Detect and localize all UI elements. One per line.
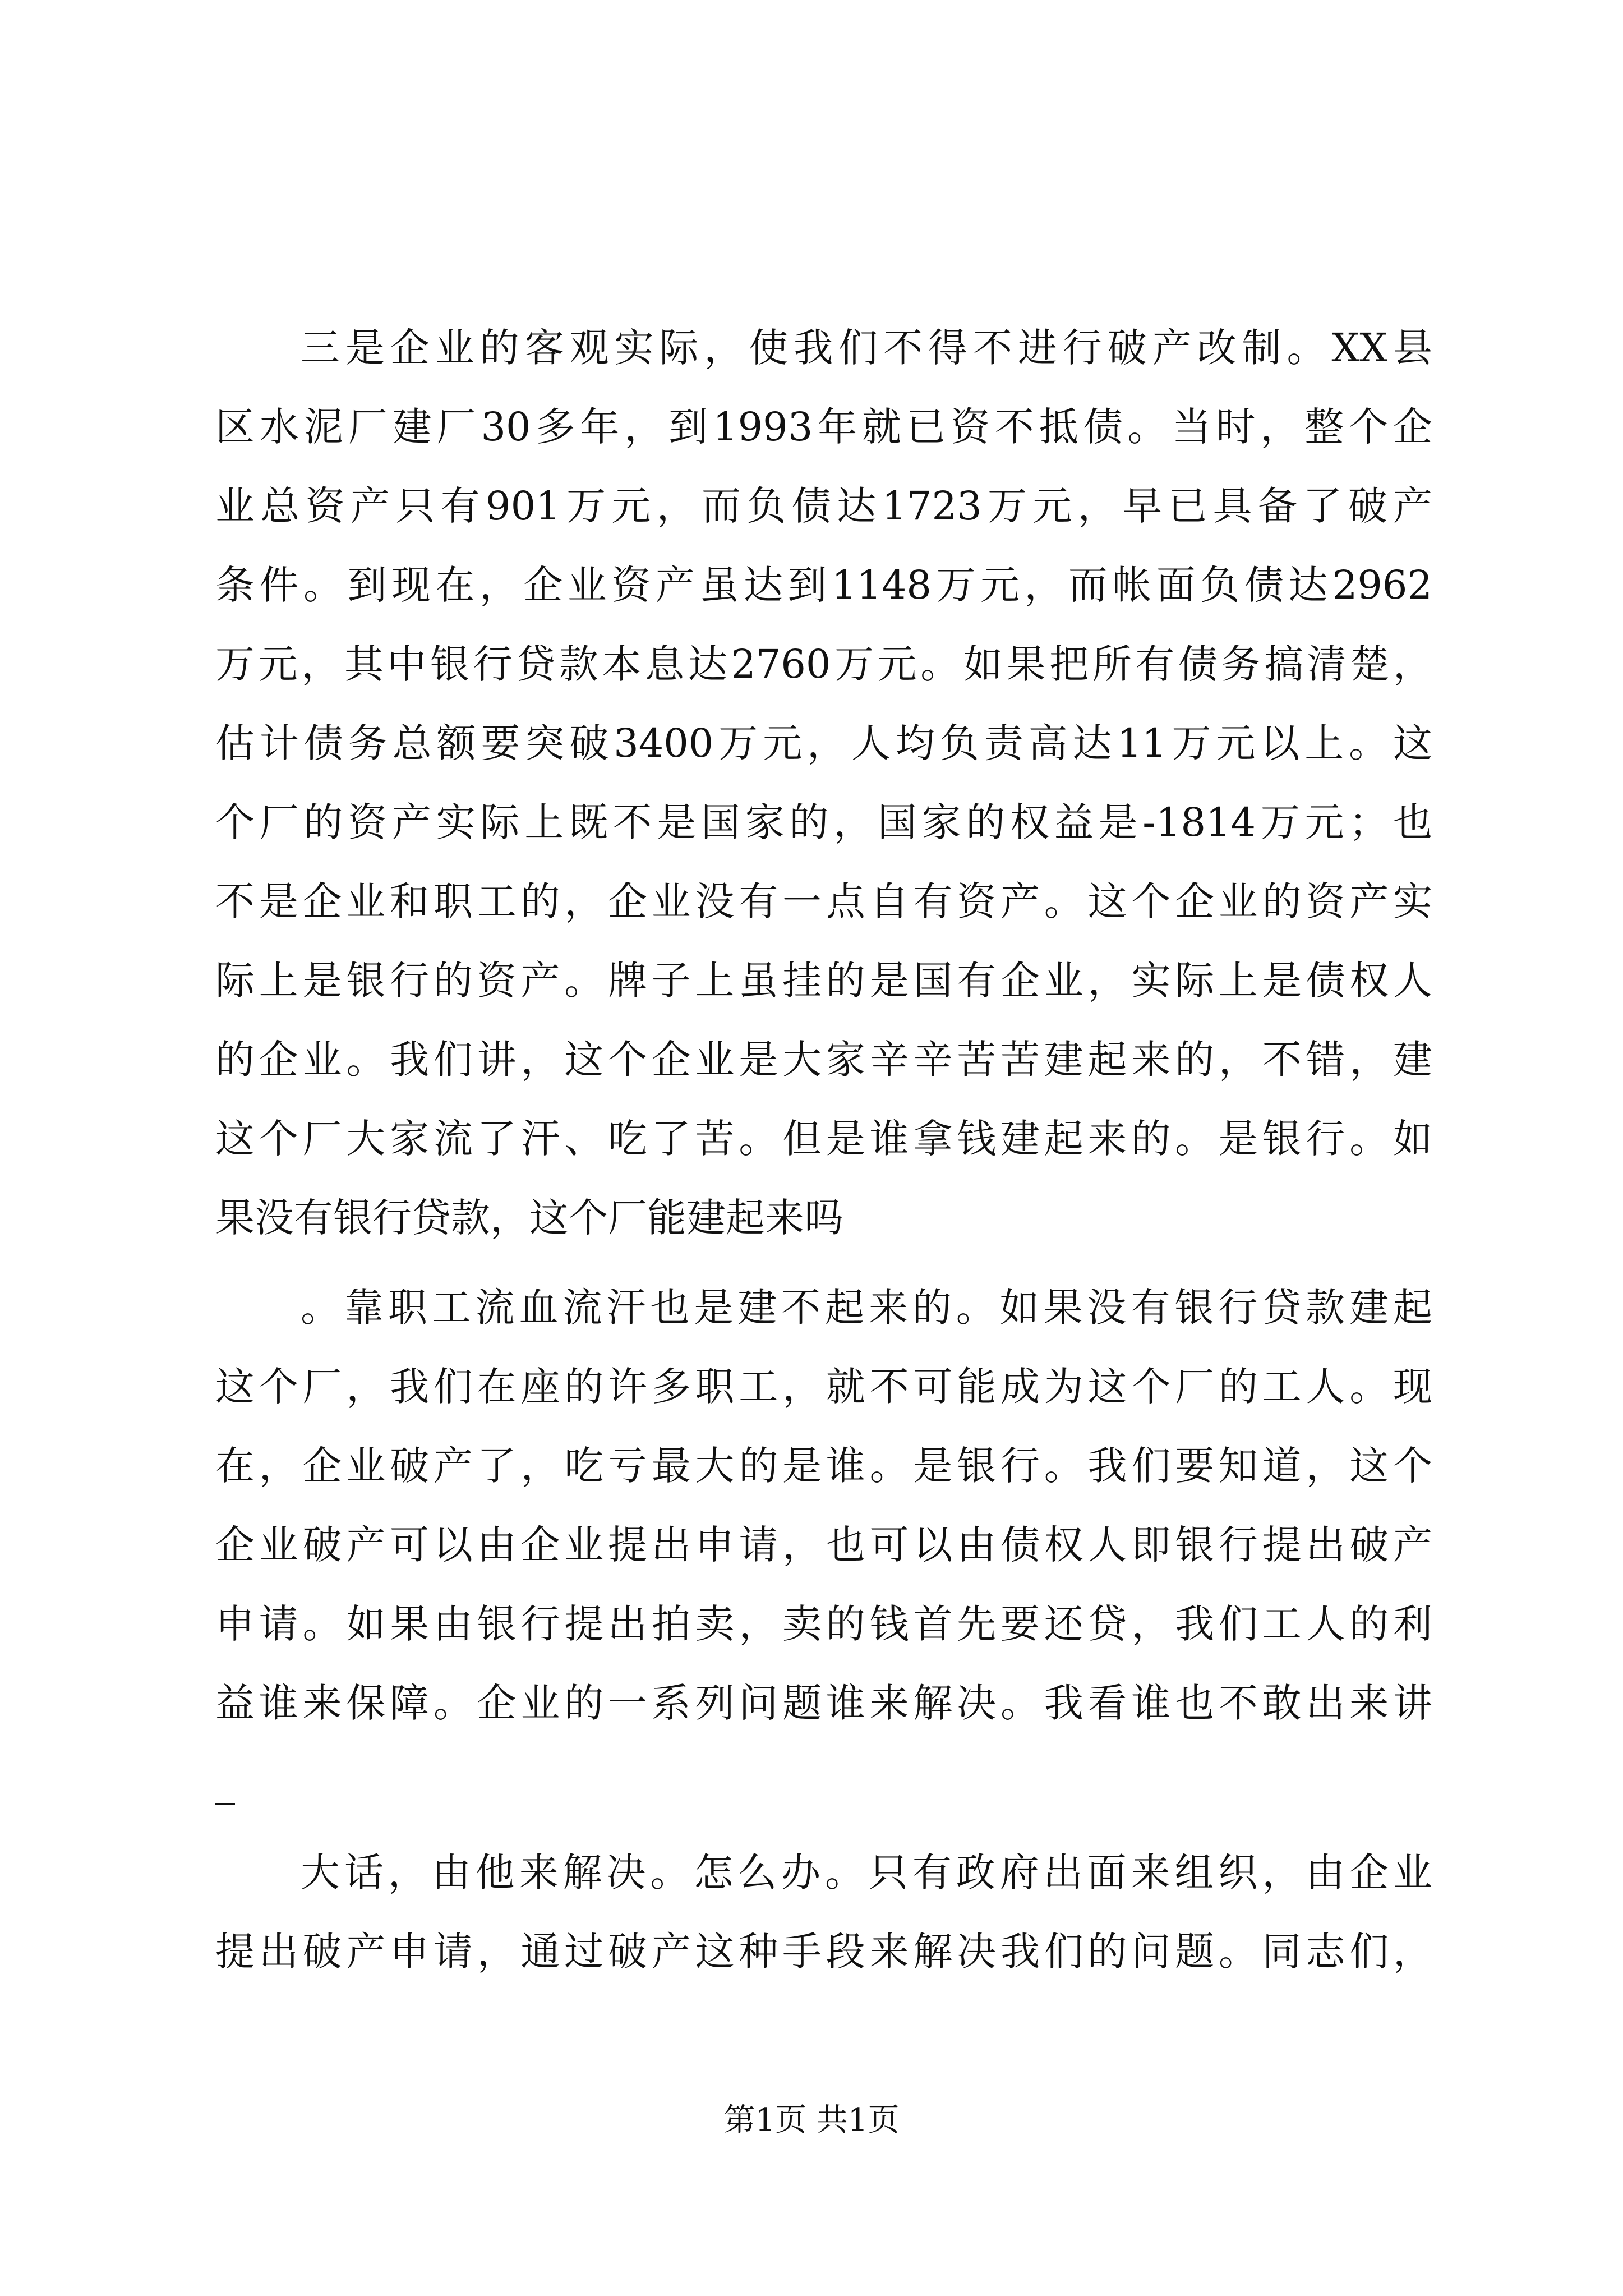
paragraph-line: 不是企业和职工的，企业没有一点自有资产。这个企业的资产实 (215, 878, 1432, 924)
page-footer: 第1页 共1页 (723, 2102, 900, 2138)
paragraph-line: 际上是银行的资产。牌子上虽挂的是国有企业，实际上是债权人 (215, 958, 1432, 1004)
paragraph-line: 在，企业破产了，吃亏最大的是谁。是银行。我们要知道，这个 (215, 1443, 1432, 1489)
paragraph-line: 区水泥厂建厂30多年，到1993年就已资不抵债。当时，整个企 (215, 404, 1432, 450)
paragraph-line: 三是企业的客观实际，使我们不得不进行破产改制。XX县 (301, 325, 1432, 371)
paragraph-line: 提出破产申请，通过破产这种手段来解决我们的问题。同志们， (215, 1929, 1432, 1975)
paragraph-line: 这个厂，我们在座的许多职工，就不可能成为这个厂的工人。现 (215, 1364, 1432, 1410)
paragraph-line: 果没有银行贷款，这个厂能建起来吗 (215, 1195, 843, 1241)
paragraph-line: 这个厂大家流了汗、吃了苦。但是谁拿钱建起来的。是银行。如 (215, 1116, 1432, 1162)
paragraph-line: _ (215, 1759, 235, 1805)
paragraph-line: 的企业。我们讲，这个企业是大家辛辛苦苦建起来的，不错，建 (215, 1037, 1432, 1083)
paragraph-line: 估计债务总额要突破3400万元，人均负责高达11万元以上。这 (215, 720, 1432, 766)
paragraph-line: 。靠职工流血流汗也是建不起来的。如果没有银行贷款建起 (301, 1285, 1432, 1331)
paragraph-line: 企业破产可以由企业提出申请，也可以由债权人即银行提出破产 (215, 1522, 1432, 1568)
paragraph-line: 大话，由他来解决。怎么办。只有政府出面来组织，由企业 (301, 1849, 1432, 1895)
paragraph-line: 申请。如果由银行提出拍卖，卖的钱首先要还贷，我们工人的利 (215, 1601, 1432, 1647)
paragraph-line: 个厂的资产实际上既不是国家的，国家的权益是-1814万元；也 (215, 799, 1432, 845)
paragraph-line: 益谁来保障。企业的一系列问题谁来解决。我看谁也不敢出来讲 (215, 1680, 1432, 1726)
paragraph-line: 业总资产只有901万元，而负债达1723万元，早已具备了破产 (215, 483, 1432, 529)
paragraph-line: 条件。到现在，企业资产虽达到1148万元，而帐面负债达2962 (215, 562, 1432, 608)
paragraph-line: 万元，其中银行贷款本息达2760万元。如果把所有债务搞清楚， (215, 641, 1432, 687)
